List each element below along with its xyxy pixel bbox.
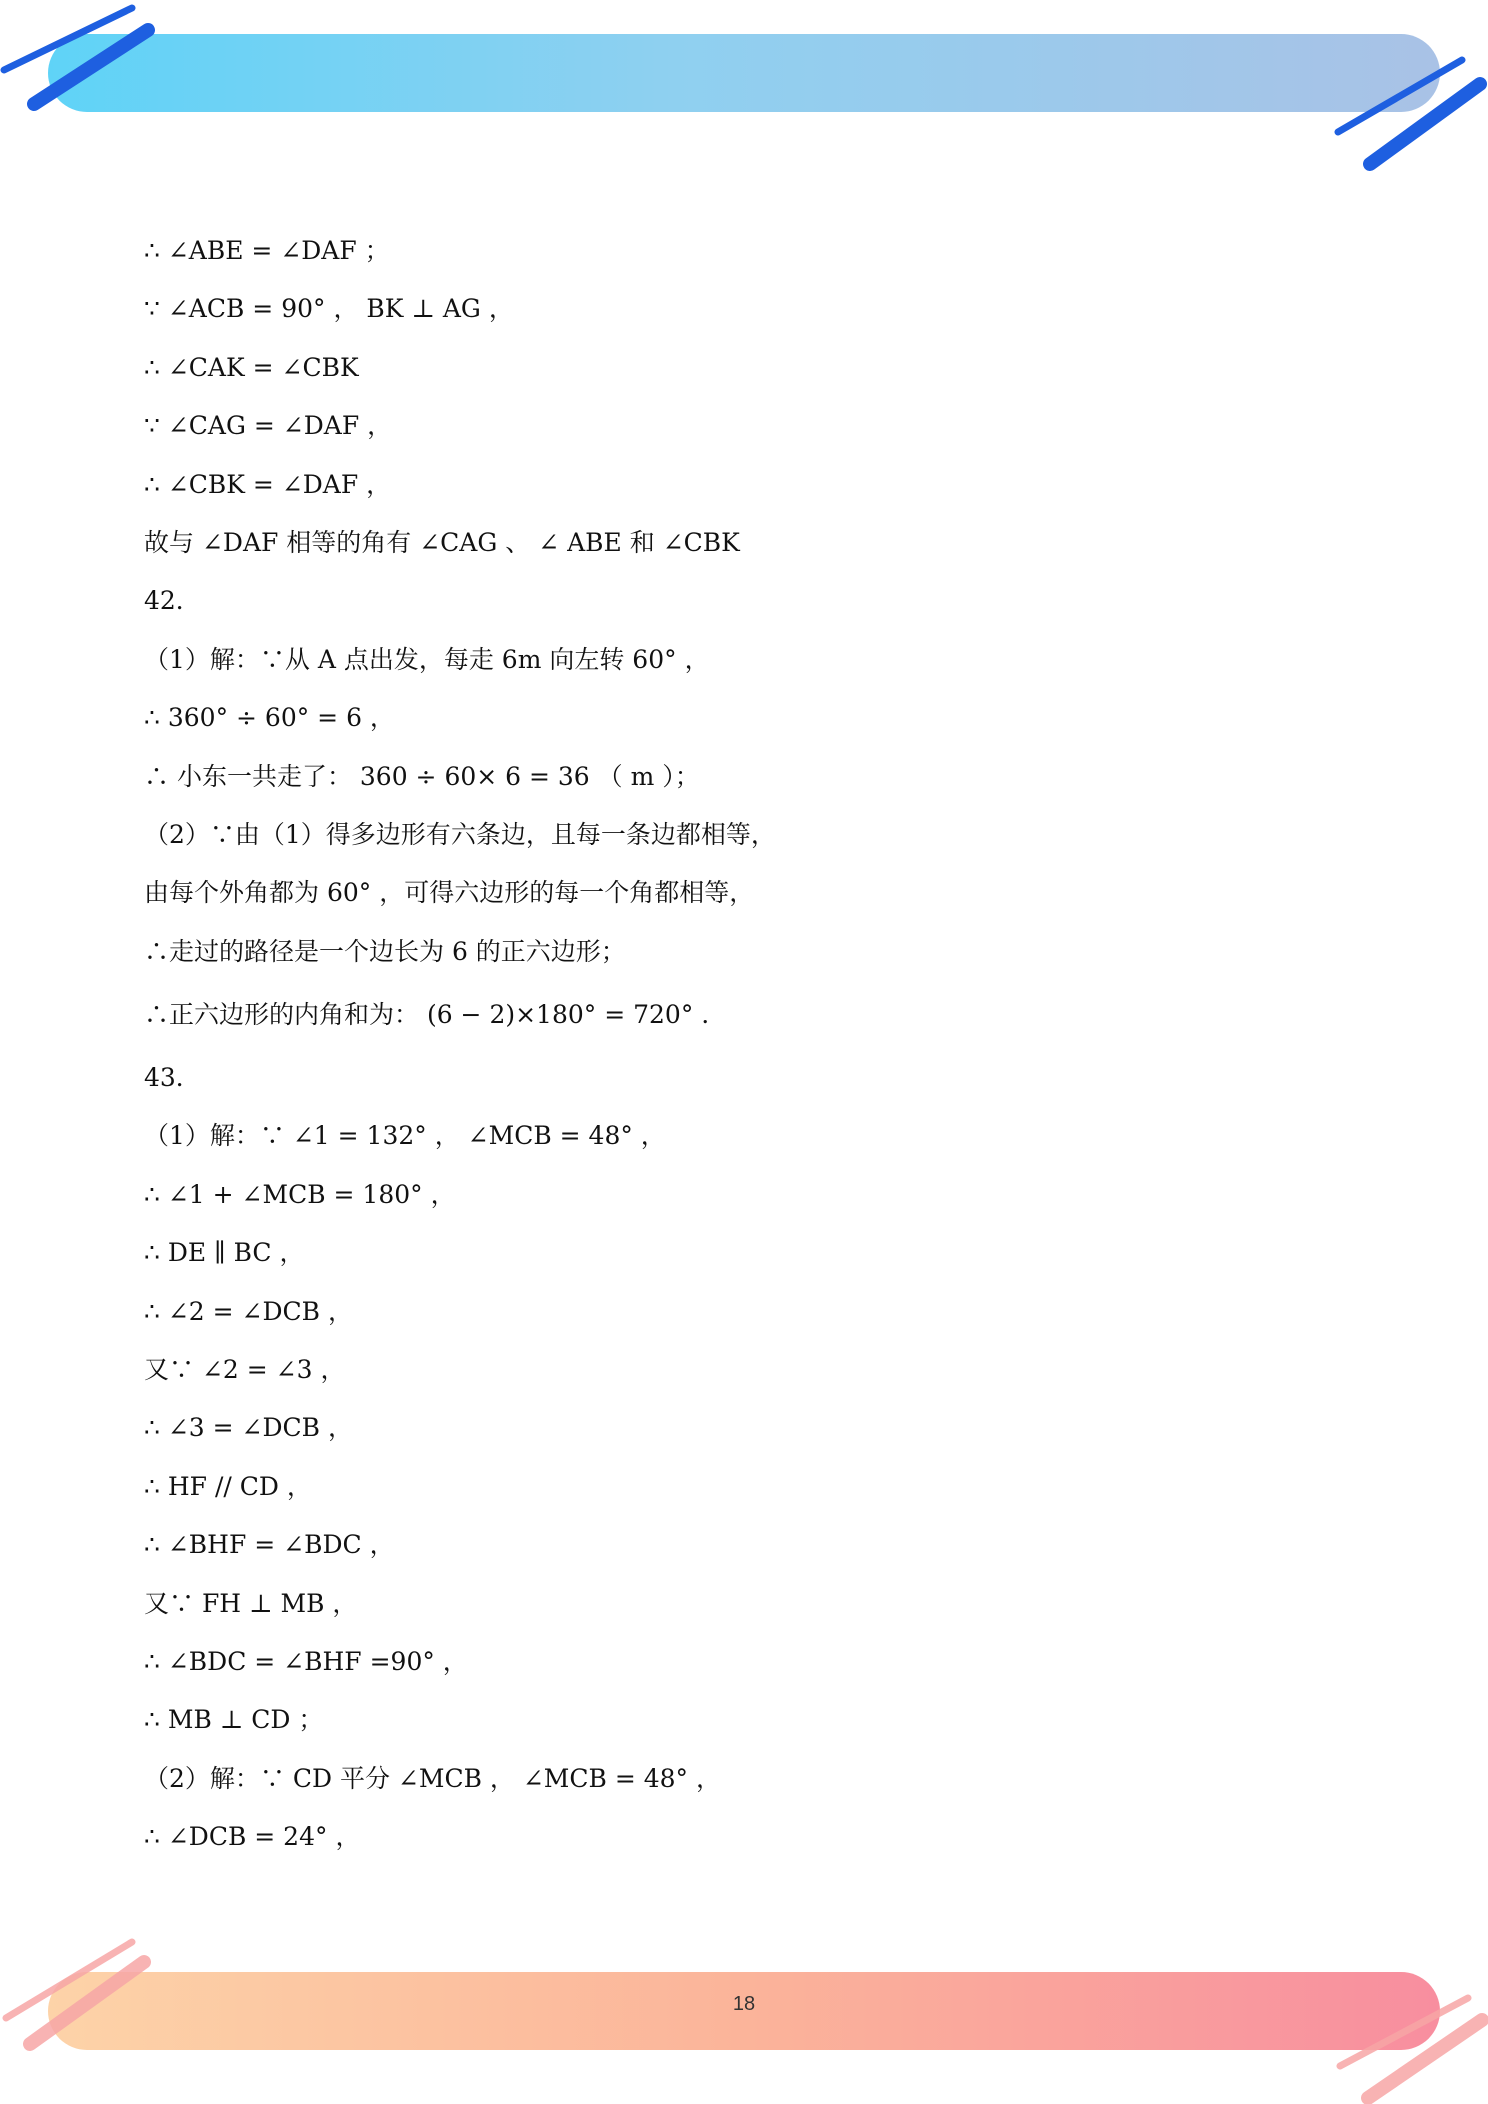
text-line: （1）解：∵从 A 点出发，每走 6m 向左转 60° ， xyxy=(144,644,710,674)
text-line: ∴ ∠BHF = ∠BDC ， xyxy=(144,1530,395,1560)
text-line: ∴走过的路径是一个边长为 6 的正六边形； xyxy=(144,936,626,966)
text-line: ∵ ∠ACB = 90° ， BK ⊥ AG ， xyxy=(144,294,514,324)
text-line: ∴ ∠3 = ∠DCB ， xyxy=(144,1413,353,1443)
text-line: ∵ ∠CAG = ∠DAF ， xyxy=(144,411,393,441)
text-line: ∴ ∠DCB = 24° ， xyxy=(144,1822,361,1852)
header-band xyxy=(48,34,1440,112)
text-line: （2）∵由（1）得多边形有六条边，且每一条边都相等， xyxy=(144,819,776,849)
text-line: 故与 ∠DAF 相等的角有 ∠CAG 、 ∠ ABE 和 ∠CBK xyxy=(144,527,740,557)
text-line: ∴ 小东一共走了： 360 ÷ 60× 6 = 36 （ m ）； xyxy=(144,761,700,791)
question-number: 42． xyxy=(144,586,201,616)
text-line: ∴ MB ⊥ CD ； xyxy=(144,1705,324,1735)
text-line: ∴ 360° ÷ 60° = 6 ， xyxy=(144,703,395,733)
text-line: 又∵ FH ⊥ MB ， xyxy=(144,1588,358,1618)
text-line: 由每个外角都为 60° ，可得六边形的每一个角都相等， xyxy=(144,878,755,908)
text-line: ∴ ∠2 = ∠DCB ， xyxy=(144,1296,353,1326)
text-line: （2）解：∵ CD 平分 ∠MCB ， ∠MCB = 48° ， xyxy=(144,1763,722,1793)
solution-text xyxy=(144,222,1344,1867)
text-line: ∴ DE ∥ BC ， xyxy=(144,1238,305,1268)
text-line: ∴ ∠1 + ∠MCB = 180° ， xyxy=(144,1179,456,1209)
text-line: （1）解：∵ ∠1 = 132° ， ∠MCB = 48° ， xyxy=(144,1121,666,1151)
text-line: 又∵ ∠2 = ∠3 ， xyxy=(144,1355,346,1385)
page-number: 18 xyxy=(732,1993,756,2015)
text-line: ∴正六边形的内角和为： (6 − 2)×180° = 720° . xyxy=(144,1000,710,1030)
question-number: 43． xyxy=(144,1063,201,1093)
text-line: ∴ HF // CD ， xyxy=(144,1471,312,1501)
text-line: ∴ ∠ABE = ∠DAF ； xyxy=(144,236,390,265)
text-line: ∴ ∠CAK = ∠CBK xyxy=(144,352,359,382)
text-line: ∴ ∠BDC = ∠BHF =90° ， xyxy=(144,1646,468,1676)
text-line: ∴ ∠CBK = ∠DAF ， xyxy=(144,469,392,499)
